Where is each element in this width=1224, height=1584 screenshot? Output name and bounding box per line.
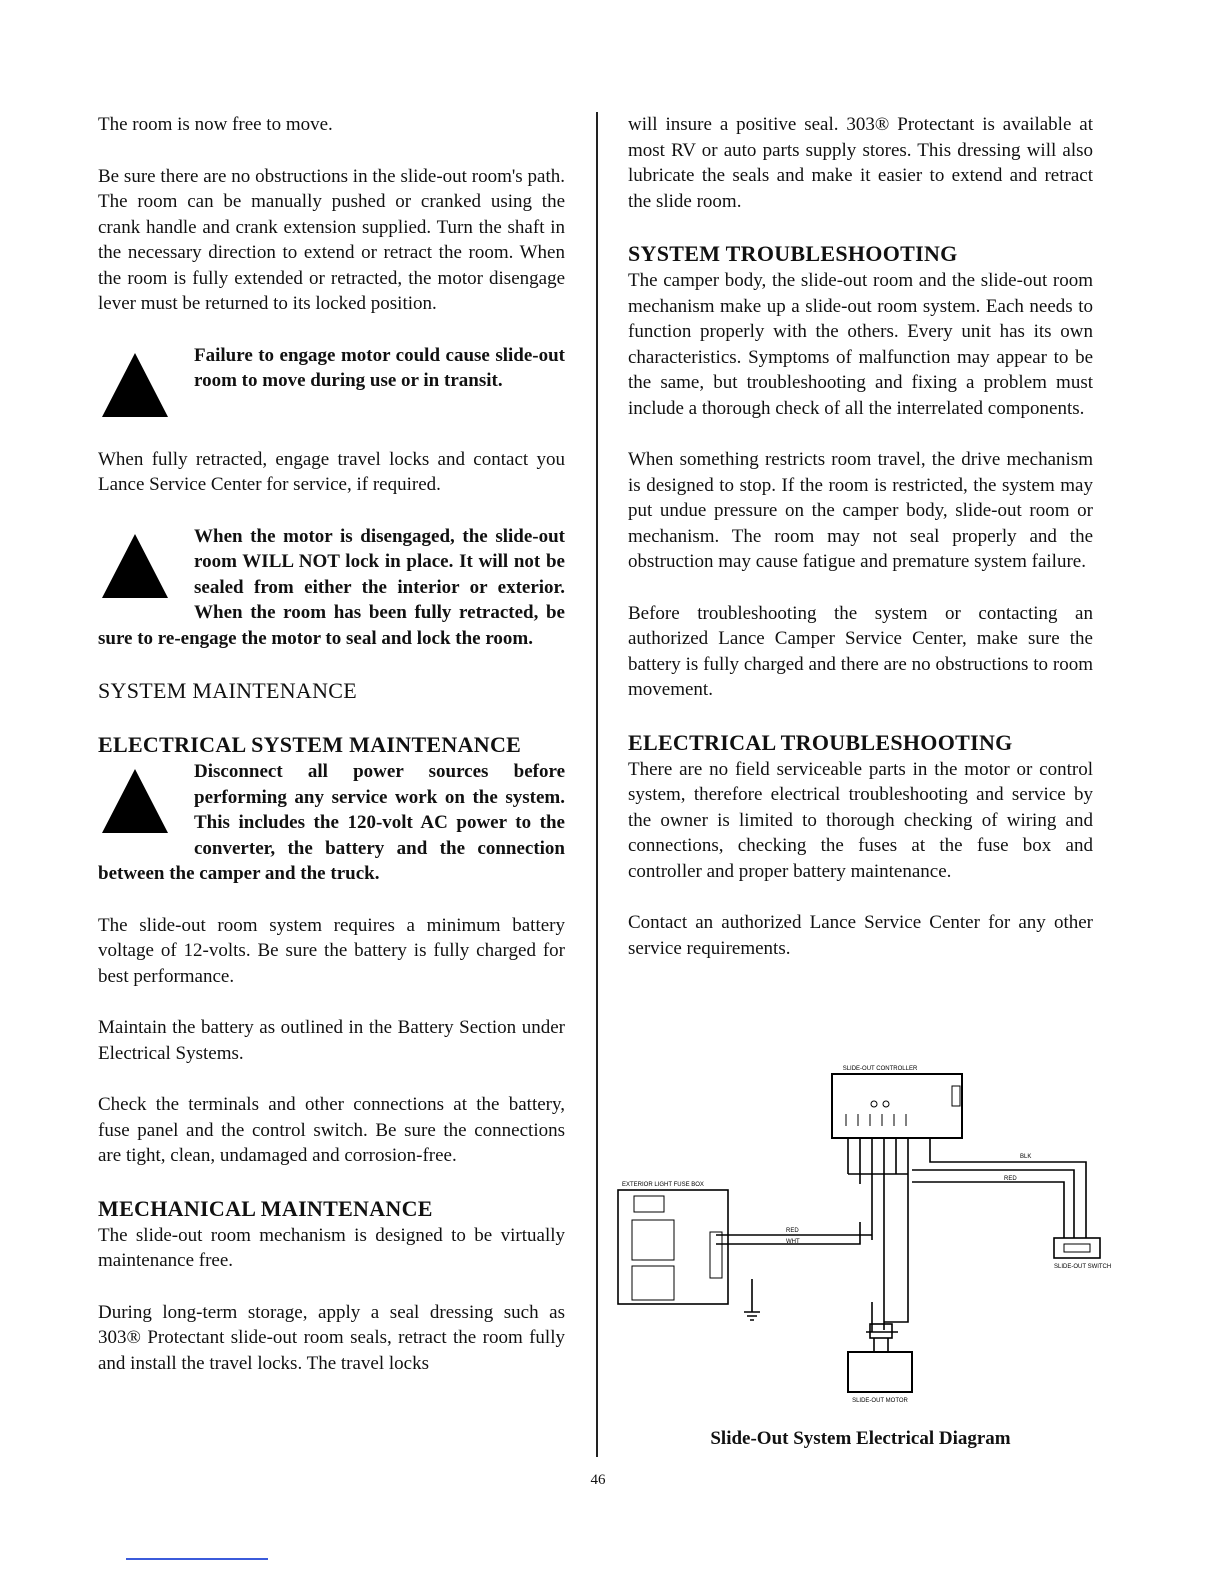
section-heading: SYSTEM TROUBLESHOOTING [628,241,958,266]
footer-line [126,1558,268,1560]
motor-label: SLIDE-OUT MOTOR [852,1398,908,1404]
paragraph: will insure a positive seal. 303® Protectant is available at most RV or auto parts supply stores. This dressing will also lubricate the seals and make it easier to extend and retract the slide room. [628,114,1093,212]
paragraph: When something restricts room travel, the drive mechanism is designed to stop. If the room is restricted, the system may put undue pressure on the camper body, slide-out room or mechanism. The room may not seal properly and the obstruction may cause fatigue and premature system failure. [628,449,1093,572]
paragraph: When fully retracted, engage travel locks and contact you Lance Service Center for service, if required. [98,448,565,495]
switch-label: SLIDE-OUT SWITCH [1054,1264,1112,1270]
section-heading: ELECTRICAL SYSTEM MAINTENANCE [98,732,522,757]
controller-label: SLIDE-OUT CONTROLLER [842,1066,918,1072]
warning-text: When the motor is disengaged, the slide-out room WILL NOT lock in place. It will not be sealed from either the interior or exterior. When the room has been fully retracted, be sure to re-engage the motor to seal and lock the room. [98,525,565,649]
page-number: 46 [590,1472,606,1488]
warning-triangle-icon [98,759,194,837]
left-column [98,112,565,1402]
wire-label-red: RED [786,1228,799,1234]
wire-label-red-2: RED [1004,1176,1017,1182]
warning-triangle-icon [98,343,194,421]
section-heading: MECHANICAL MAINTENANCE [98,1195,433,1221]
wire-label-wht: WHT [786,1239,800,1245]
wire-label-blk: BLK [1020,1154,1032,1160]
fuse-box [618,1182,728,1304]
section-heading: ELECTRICAL TROUBLESHOOTING [628,729,1013,755]
section-heading: SYSTEM MAINTENANCE [98,678,358,703]
warning-block [98,524,565,652]
wiring [716,1138,1086,1332]
diagram-caption: Slide-Out System Electrical Diagram [710,1428,1011,1449]
warning-triangle-icon [98,524,194,602]
warning-text: Failure to engage motor could cause slide-out room to move during use or in transit. [194,344,565,391]
slide-out-motor [848,1324,912,1404]
warning-block [98,759,565,887]
warning-block [98,343,565,421]
slide-out-controller [832,1066,962,1138]
slide-out-switch [1054,1238,1111,1270]
paragraph: The room is now free to move. [98,114,333,135]
paragraph: The slide-out room system requires a minimum battery voltage of 12-volts. Be sure the battery is fully charged for best performance. [98,914,565,987]
paragraph: Before troubleshooting the system or contacting an authorized Lance Camper Service Center, make sure the battery is fully charged and there are no obstructions to room movement. [628,602,1093,700]
paragraph: Contact an authorized Lance Service Center for any other service requirements. [628,912,1093,959]
electrical-diagram [612,1062,1112,1412]
fuse-box-label: EXTERIOR LIGHT FUSE BOX [622,1182,704,1188]
paragraph: Be sure there are no obstructions in the slide-out room's path. The room can be manually pushed or cranked using the crank handle and crank extension supplied. Turn the shaft in the necessary direction to extend or retract the room. When the room is fully extended or retracted, the motor disengage lever must be returned to its locked position. [98,165,565,314]
paragraph: Check the terminals and other connections at the battery, fuse panel and the control switch. Be sure the connections are tight, clean, undamaged and corrosion-free. [98,1094,565,1166]
paragraph: The slide-out room mechanism is designed to be virtually maintenance free. [98,1224,565,1271]
paragraph: During long-term storage, apply a seal dressing such as 303® Protectant slide-out room seals, retract the room fully and install the travel locks. The travel locks [98,1301,565,1374]
right-column [628,112,1093,987]
column-divider [596,112,598,1457]
paragraph: The camper body, the slide-out room and the slide-out room mechanism make up a slide-out room system. Each needs to function properly with the others. Every unit has its own characteristics. Symptoms of malfunction may appear to be the same, but troubleshooting and fixing a problem must include a thorough check of all the interrelated components. [628,270,1093,419]
warning-text: Disconnect all power sources before performing any service work on the system. This includes the 120-volt AC power to the converter, the battery and the connection between the camper and the truck. [98,761,565,884]
paragraph: Maintain the battery as outlined in the Battery Section under Electrical Systems. [98,1017,565,1064]
paragraph: There are no field serviceable parts in the motor or control system, therefore electrical troubleshooting and service by the owner is limited to thorough checking of wiring and connections, checking the fuses at the fuse box and controller and proper battery maintenance. [628,758,1093,882]
